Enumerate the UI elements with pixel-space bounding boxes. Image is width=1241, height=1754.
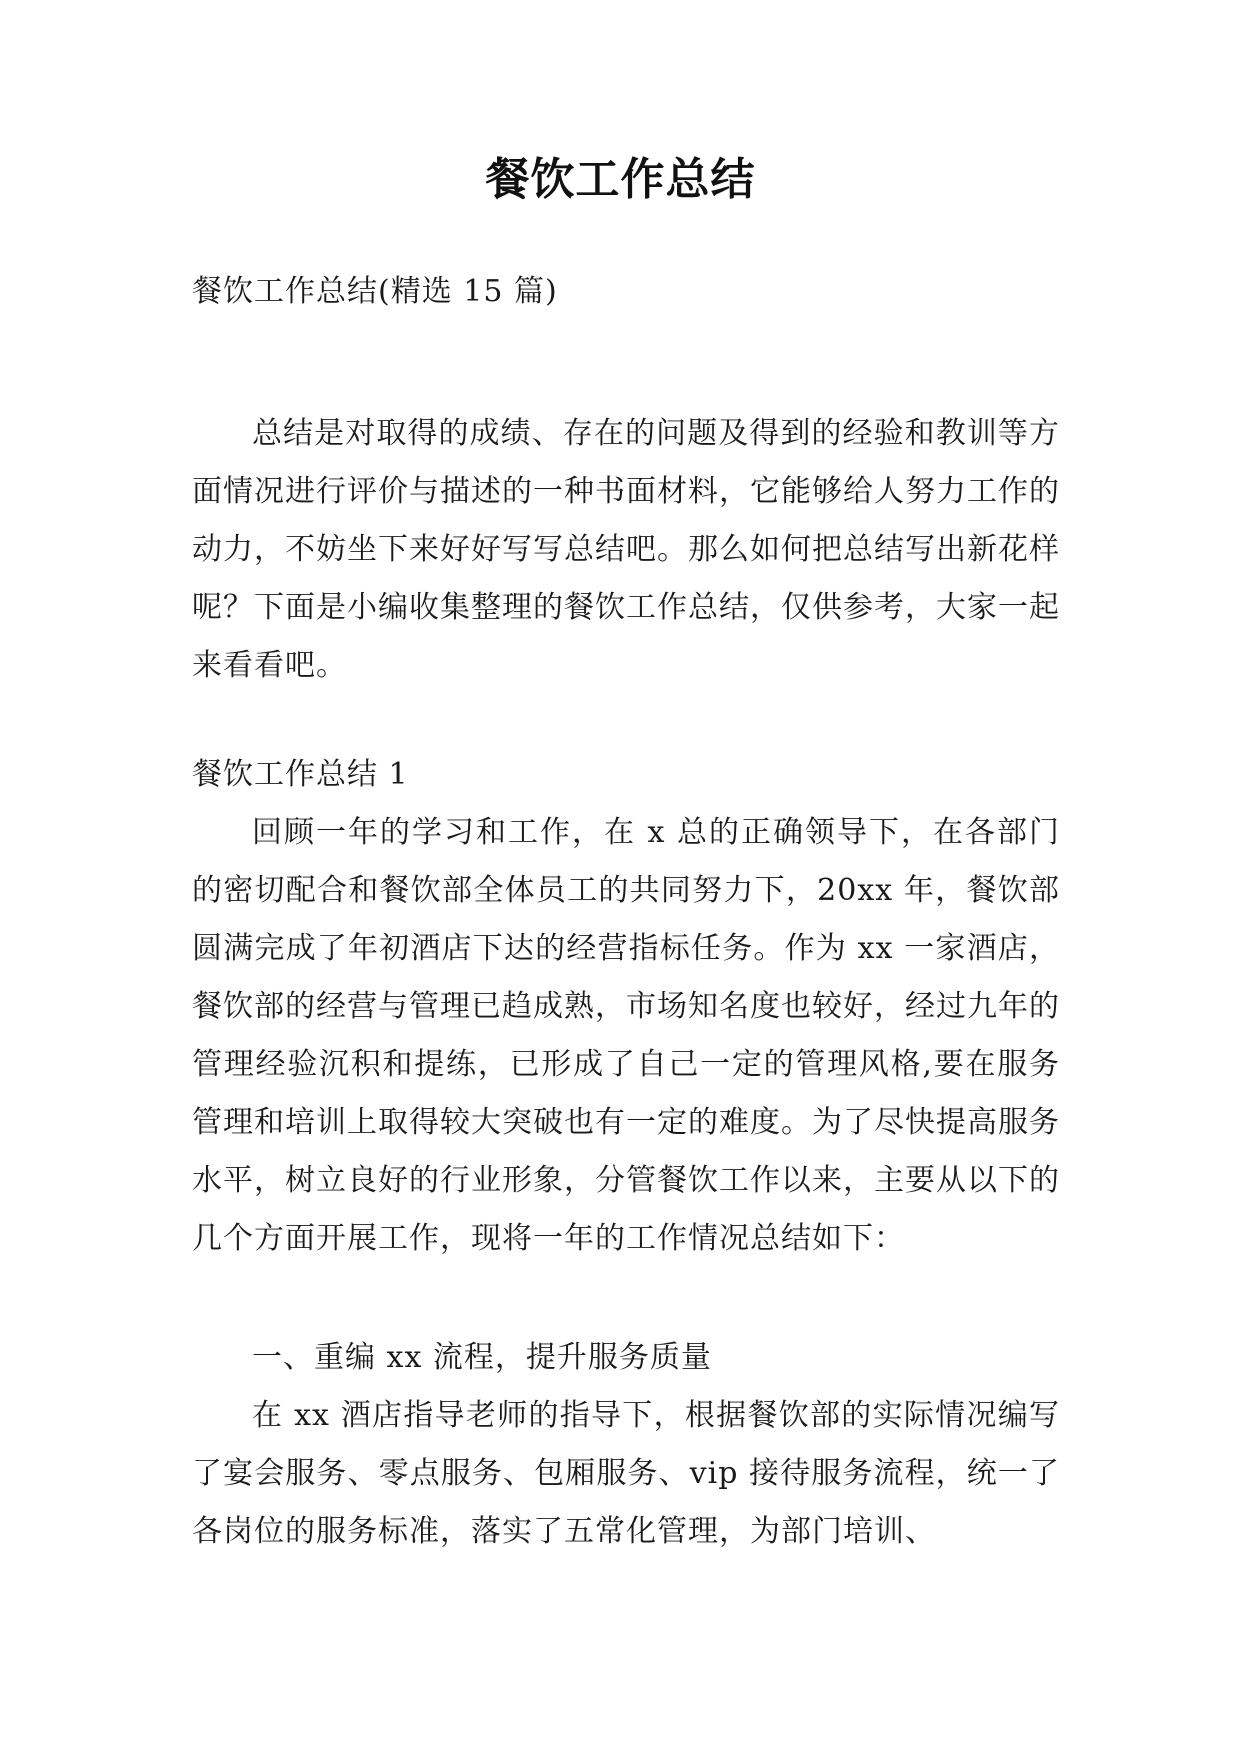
- body-paragraph: 回顾一年的学习和工作，在 x 总的正确领导下，在各部门的密切配合和餐饮部全体员工的共同努力下，20xx 年，餐饮部圆满完成了年初酒店下达的经营指标任务。作为 xx 一家酒店，餐饮部的经营与管理已趋成熟，市场知名度也较好，经过九年的管理经验沉积和提练，已形成了自己一定的管理风格,要在服务管理和培训上取得较大突破也有一定的难度。为了尽快提高服务水平，树立良好的行业形象，分管餐饮工作以来，主要从以下的几个方面开展工作，现将一年的工作情况总结如下：: [192, 815, 1060, 1256]
- intro-paragraph: 总结是对取得的成绩、存在的问题及得到的经验和教训等方面情况进行评价与描述的一种书面材料，它能够给人努力工作的动力，不妨坐下来好好写写总结吧。那么如何把总结写出新花样呢？下面是小编收集整理的餐饮工作总结，仅供参考，大家一起来看看吧。: [192, 416, 1060, 683]
- section-heading: 餐饮工作总结 1: [192, 757, 409, 792]
- body-paragraph: 在 xx 酒店指导老师的指导下，根据餐饮部的实际情况编写了宴会服务、零点服务、包厢服务、vip 接待服务流程，统一了各岗位的服务标准，落实了五常化管理，为部门培训、: [192, 1398, 1060, 1549]
- document-subtitle: 餐饮工作总结(精选 15 篇): [192, 274, 558, 309]
- subsection-heading: 一、重编 xx 流程，提升服务质量: [252, 1340, 712, 1375]
- document-title: 餐饮工作总结: [485, 154, 756, 205]
